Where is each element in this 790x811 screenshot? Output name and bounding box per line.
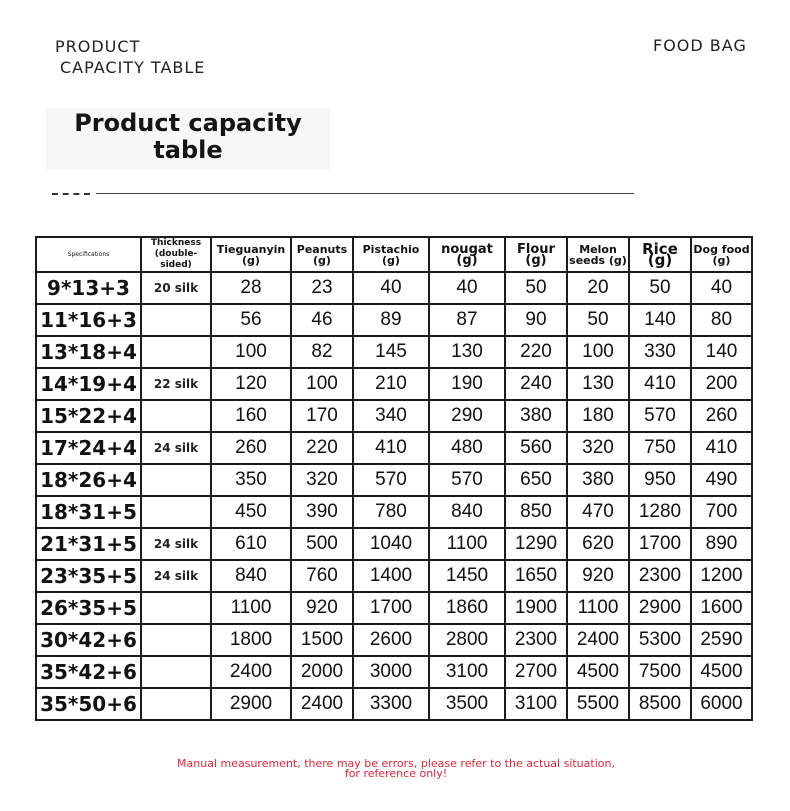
capacity-cell: 450	[211, 496, 291, 528]
disclaimer-line1: Manual measurement, there may be errors, please refer to the actual situation,	[177, 757, 615, 770]
capacity-cell: 50	[629, 272, 691, 304]
capacity-cell: 1200	[691, 560, 752, 592]
capacity-cell: 1500	[291, 624, 353, 656]
table-row	[36, 272, 752, 304]
capacity-cell: 3000	[353, 656, 429, 688]
capacity-cell: 1600	[691, 592, 752, 624]
capacity-cell: 140	[691, 336, 752, 368]
capacity-cell: 170	[291, 400, 353, 432]
col-header-flour: Flour (g)	[505, 237, 567, 272]
header-right: FOOD BAG	[653, 36, 747, 55]
capacity-cell: 240	[505, 368, 567, 400]
thickness-cell: 22 silk	[141, 368, 211, 400]
capacity-cell: 2800	[429, 624, 505, 656]
capacity-cell: 850	[505, 496, 567, 528]
page-title-line2: table	[153, 136, 223, 164]
capacity-cell: 410	[629, 368, 691, 400]
thickness-cell	[141, 688, 211, 720]
capacity-cell: 2900	[211, 688, 291, 720]
capacity-cell: 89	[353, 304, 429, 336]
thickness-cell: 24 silk	[141, 560, 211, 592]
table-row	[36, 656, 752, 688]
capacity-cell: 260	[691, 400, 752, 432]
capacity-cell: 40	[353, 272, 429, 304]
thickness-cell	[141, 304, 211, 336]
disclaimer-note	[150, 759, 642, 779]
capacity-cell: 500	[291, 528, 353, 560]
capacity-cell: 480	[429, 432, 505, 464]
capacity-cell: 4500	[567, 656, 629, 688]
thickness-cell: 20 silk	[141, 272, 211, 304]
table-row	[36, 304, 752, 336]
spec-cell: 23*35+5	[36, 560, 141, 592]
capacity-cell: 380	[505, 400, 567, 432]
capacity-cell: 6000	[691, 688, 752, 720]
capacity-table	[35, 236, 753, 721]
thickness-cell	[141, 336, 211, 368]
capacity-cell: 50	[567, 304, 629, 336]
spec-cell: 17*24+4	[36, 432, 141, 464]
capacity-cell: 5500	[567, 688, 629, 720]
capacity-cell: 46	[291, 304, 353, 336]
capacity-cell: 2300	[629, 560, 691, 592]
capacity-cell: 3500	[429, 688, 505, 720]
capacity-cell: 2400	[291, 688, 353, 720]
table-row	[36, 592, 752, 624]
capacity-cell: 410	[353, 432, 429, 464]
capacity-cell: 1700	[629, 528, 691, 560]
capacity-cell: 330	[629, 336, 691, 368]
header-left-line1: PRODUCT	[55, 37, 141, 56]
thickness-cell	[141, 592, 211, 624]
capacity-cell: 220	[291, 432, 353, 464]
capacity-cell: 220	[505, 336, 567, 368]
capacity-cell: 2900	[629, 592, 691, 624]
table-body	[36, 272, 752, 720]
capacity-cell: 1040	[353, 528, 429, 560]
capacity-cell: 350	[211, 464, 291, 496]
table-row	[36, 560, 752, 592]
capacity-cell: 1290	[505, 528, 567, 560]
capacity-cell: 40	[429, 272, 505, 304]
capacity-cell: 390	[291, 496, 353, 528]
thickness-cell	[141, 624, 211, 656]
divider-short	[52, 193, 90, 195]
header-left-line2: CAPACITY TABLE	[60, 58, 206, 77]
capacity-cell: 1100	[429, 528, 505, 560]
capacity-cell: 210	[353, 368, 429, 400]
capacity-cell: 2000	[291, 656, 353, 688]
capacity-cell: 120	[211, 368, 291, 400]
capacity-cell: 100	[211, 336, 291, 368]
col-header-tieguanyin: Tieguanyin (g)	[211, 237, 291, 272]
thickness-cell	[141, 400, 211, 432]
capacity-cell: 2590	[691, 624, 752, 656]
capacity-cell: 190	[429, 368, 505, 400]
capacity-cell: 8500	[629, 688, 691, 720]
capacity-cell: 56	[211, 304, 291, 336]
col-header-nougat: nougat (g)	[429, 237, 505, 272]
capacity-cell: 490	[691, 464, 752, 496]
capacity-cell: 840	[429, 496, 505, 528]
capacity-cell: 82	[291, 336, 353, 368]
page-title	[46, 110, 330, 164]
spec-cell: 18*31+5	[36, 496, 141, 528]
col-header-peanuts: Peanuts (g)	[291, 237, 353, 272]
spec-cell: 35*50+6	[36, 688, 141, 720]
spec-cell: 21*31+5	[36, 528, 141, 560]
capacity-cell: 1700	[353, 592, 429, 624]
col-header-dog-food: Dog food (g)	[691, 237, 752, 272]
capacity-cell: 320	[291, 464, 353, 496]
capacity-cell: 260	[211, 432, 291, 464]
capacity-cell: 1900	[505, 592, 567, 624]
capacity-cell: 2400	[211, 656, 291, 688]
capacity-cell: 610	[211, 528, 291, 560]
col-header-pistachio: Pistachio (g)	[353, 237, 429, 272]
capacity-cell: 90	[505, 304, 567, 336]
table-row	[36, 464, 752, 496]
spec-cell: 35*42+6	[36, 656, 141, 688]
capacity-cell: 3300	[353, 688, 429, 720]
capacity-cell: 570	[353, 464, 429, 496]
capacity-cell: 40	[691, 272, 752, 304]
capacity-cell: 320	[567, 432, 629, 464]
capacity-cell: 560	[505, 432, 567, 464]
capacity-cell: 920	[567, 560, 629, 592]
capacity-cell: 180	[567, 400, 629, 432]
capacity-cell: 470	[567, 496, 629, 528]
thickness-cell	[141, 496, 211, 528]
capacity-cell: 620	[567, 528, 629, 560]
capacity-cell: 100	[291, 368, 353, 400]
capacity-cell: 20	[567, 272, 629, 304]
capacity-cell: 1860	[429, 592, 505, 624]
capacity-cell: 5300	[629, 624, 691, 656]
capacity-cell: 2300	[505, 624, 567, 656]
table-row	[36, 368, 752, 400]
spec-cell: 13*18+4	[36, 336, 141, 368]
capacity-cell: 780	[353, 496, 429, 528]
capacity-cell: 23	[291, 272, 353, 304]
capacity-cell: 100	[567, 336, 629, 368]
spec-cell: 30*42+6	[36, 624, 141, 656]
capacity-cell: 160	[211, 400, 291, 432]
capacity-cell: 840	[211, 560, 291, 592]
capacity-cell: 130	[567, 368, 629, 400]
table-row	[36, 400, 752, 432]
capacity-cell: 650	[505, 464, 567, 496]
table-row	[36, 336, 752, 368]
table-row	[36, 688, 752, 720]
capacity-cell: 1450	[429, 560, 505, 592]
capacity-cell: 2400	[567, 624, 629, 656]
capacity-cell: 1100	[211, 592, 291, 624]
capacity-cell: 87	[429, 304, 505, 336]
capacity-cell: 570	[429, 464, 505, 496]
disclaimer-line2: for reference only!	[344, 767, 448, 780]
capacity-cell: 200	[691, 368, 752, 400]
spec-cell: 11*16+3	[36, 304, 141, 336]
capacity-cell: 760	[291, 560, 353, 592]
capacity-cell: 50	[505, 272, 567, 304]
table-row	[36, 624, 752, 656]
capacity-cell: 2600	[353, 624, 429, 656]
capacity-cell: 700	[691, 496, 752, 528]
table-row	[36, 528, 752, 560]
capacity-cell: 4500	[691, 656, 752, 688]
capacity-cell: 410	[691, 432, 752, 464]
spec-cell: 9*13+3	[36, 272, 141, 304]
thickness-cell: 24 silk	[141, 432, 211, 464]
capacity-cell: 340	[353, 400, 429, 432]
spec-cell: 18*26+4	[36, 464, 141, 496]
table-row	[36, 432, 752, 464]
col-header-melon-seeds: Melon seeds (g)	[567, 237, 629, 272]
page-title-line1: Product capacity	[74, 109, 302, 137]
table-header-row	[36, 237, 752, 272]
col-header-specifications: Specifications	[36, 237, 141, 272]
capacity-cell: 7500	[629, 656, 691, 688]
capacity-cell: 750	[629, 432, 691, 464]
capacity-cell: 80	[691, 304, 752, 336]
col-header-rice: Rice (g)	[629, 237, 691, 272]
capacity-cell: 1800	[211, 624, 291, 656]
capacity-cell: 290	[429, 400, 505, 432]
capacity-cell: 145	[353, 336, 429, 368]
capacity-cell: 140	[629, 304, 691, 336]
capacity-cell: 28	[211, 272, 291, 304]
capacity-cell: 3100	[505, 688, 567, 720]
spec-cell: 14*19+4	[36, 368, 141, 400]
capacity-cell: 130	[429, 336, 505, 368]
table-row	[36, 496, 752, 528]
capacity-cell: 950	[629, 464, 691, 496]
capacity-cell: 380	[567, 464, 629, 496]
header-left	[55, 36, 205, 78]
thickness-cell	[141, 656, 211, 688]
capacity-cell: 1280	[629, 496, 691, 528]
spec-cell: 15*22+4	[36, 400, 141, 432]
capacity-cell: 1400	[353, 560, 429, 592]
capacity-cell: 1650	[505, 560, 567, 592]
capacity-cell: 570	[629, 400, 691, 432]
capacity-cell: 1100	[567, 592, 629, 624]
thickness-cell	[141, 464, 211, 496]
capacity-cell: 890	[691, 528, 752, 560]
capacity-cell: 2700	[505, 656, 567, 688]
thickness-cell: 24 silk	[141, 528, 211, 560]
divider-long	[96, 193, 634, 194]
spec-cell: 26*35+5	[36, 592, 141, 624]
col-header-thickness: Thickness (double-sided)	[141, 237, 211, 272]
capacity-cell: 920	[291, 592, 353, 624]
capacity-cell: 3100	[429, 656, 505, 688]
